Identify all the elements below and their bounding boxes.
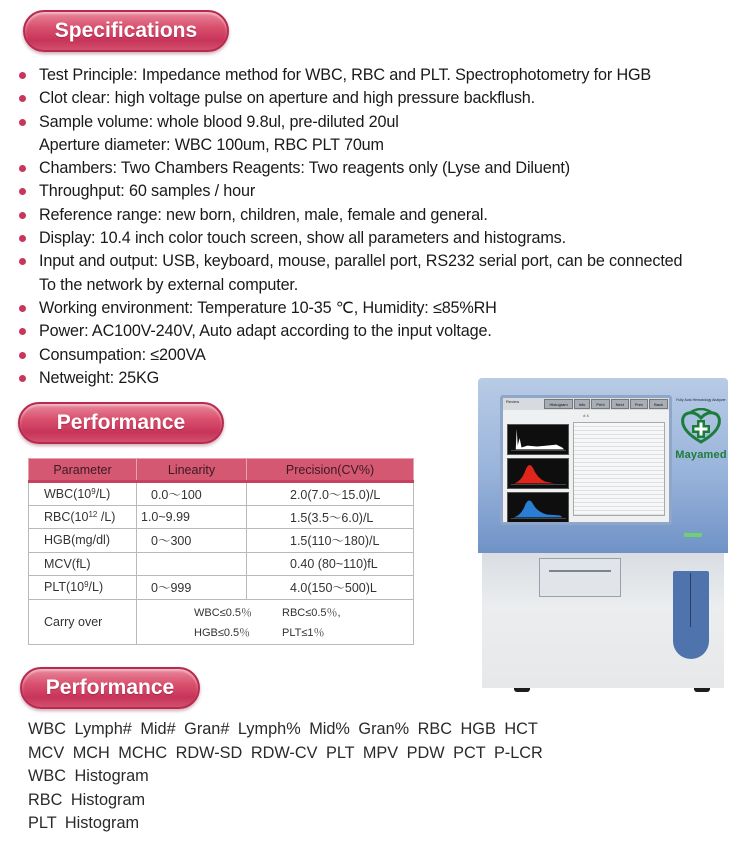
bullet-icon <box>19 235 26 242</box>
specifications-list <box>16 64 736 390</box>
hematology-analyzer-image <box>478 378 728 694</box>
screen-button-prev: Prev <box>630 399 648 409</box>
device-screen <box>503 398 669 522</box>
histogram-item: RBC Histogram <box>28 790 146 809</box>
table-row <box>29 505 414 529</box>
carry-over-label: Carry over <box>29 599 137 644</box>
parameters-line: MCV MCH MCHC RDW-SD RDW-CV PLT MPV PDW PCT P-LCR <box>28 743 543 762</box>
bullet-icon <box>19 258 26 265</box>
brand-name: Mayamed <box>675 449 727 461</box>
brand-subtitle: Fully Auto Hematology Analyzer <box>676 398 726 402</box>
wbc-histogram-icon <box>508 425 568 454</box>
sample-probe <box>690 573 691 627</box>
spec-item: Sample volume: whole blood 9.8ul, pre-diluted 20ul Aperture diameter: WBC 100um, RBC PLT 70um <box>16 111 736 158</box>
performance-parameters-heading: Performance <box>20 667 200 709</box>
histogram-item: WBC Histogram <box>28 767 149 785</box>
spec-item: Throughput: 60 samples / hour <box>16 180 736 203</box>
bullet-icon <box>19 352 26 359</box>
linearity-cell: 0.0～100 <box>137 482 247 506</box>
screen-button-next: Next <box>611 399 629 409</box>
bullet-icon <box>19 165 26 172</box>
device-foot <box>514 688 530 692</box>
carry-over-row <box>29 599 414 644</box>
linearity-cell <box>137 552 247 576</box>
bullet-icon <box>19 188 26 195</box>
bullet-icon <box>19 119 26 126</box>
precision-cell: 2.0(7.0～15.0)/L <box>247 482 414 506</box>
screen-button-info: Info <box>574 399 591 409</box>
printer-slot <box>549 570 611 572</box>
precision-cell: 0.40 (80~110)fL <box>247 552 414 576</box>
table-row <box>29 552 414 576</box>
spec-item: Netweight: 25KG <box>16 367 736 390</box>
spec-item: Chambers: Two Chambers Reagents: Two reagents only (Lyse and Diluent) <box>16 157 736 180</box>
device-upper-panel <box>478 378 728 553</box>
bullet-icon <box>19 375 26 382</box>
screen-button-histogram: Histogram <box>544 399 572 409</box>
rbc-histogram-icon <box>508 459 568 488</box>
parameter-cell: $WBC(10^9/L)$ <box>29 482 137 506</box>
spec-item: Working environment: Temperature 10-35 ℃, Humidity: ≤85%RH <box>16 297 736 320</box>
performance-table <box>28 458 414 645</box>
linearity-cell: 0～999 <box>137 576 247 600</box>
table-header-row <box>29 459 414 482</box>
parameter-cell: $RBC(10^{12}$ /L) <box>29 505 137 529</box>
parameters-line: WBC Lymph# Mid# Gran# Lymph% Mid% Gran% RBC HGB HCT <box>28 720 538 738</box>
table-row <box>29 576 414 600</box>
spec-item: Consumpation: ≤200VA <box>16 344 736 367</box>
bullet-icon <box>19 328 26 335</box>
table-row <box>29 529 414 553</box>
plt-histogram-icon <box>508 493 568 522</box>
screen-subtitle: # 4 <box>583 413 589 418</box>
spec-item: Clot clear: high voltage pulse on aperture and high pressure backflush. <box>16 87 736 110</box>
sample-probe-area <box>673 571 709 659</box>
device-lower-body <box>482 553 724 688</box>
precision-cell: 4.0(150～500)L <box>247 576 414 600</box>
linearity-cell: 0～300 <box>137 529 247 553</box>
parameter-cell: $PLT(10^9/L)$ <box>29 576 137 600</box>
power-indicator-light <box>684 533 702 537</box>
spec-continuation: Aperture diameter: WBC 100um, RBC PLT 70um <box>39 135 384 154</box>
device-branding <box>674 398 728 461</box>
histogram-item: PLT Histogram <box>28 814 140 832</box>
table-row <box>29 482 414 506</box>
screen-title: Review <box>506 399 520 404</box>
printer-cover <box>539 558 621 597</box>
parameter-cell: HGB(mg/dl) <box>29 529 137 553</box>
column-header-parameter: Parameter <box>29 459 137 482</box>
rbc-histogram-thumbnail <box>507 458 569 489</box>
device-foot <box>694 688 710 692</box>
performance-heading: Performance <box>18 402 224 444</box>
bullet-icon <box>19 212 26 219</box>
bullet-icon <box>19 95 26 102</box>
spec-item: Reference range: new born, children, male, female and general. <box>16 204 736 227</box>
spec-continuation: To the network by external computer. <box>39 275 299 294</box>
bullet-icon <box>19 72 26 79</box>
spec-item: Power: AC100V-240V, Auto adapt according to the input voltage. <box>16 320 736 343</box>
screen-button-back: Back <box>649 399 668 409</box>
carry-over-values: WBC≤0.5％ RBC≤0.5％, HGB≤0.5％ PLT≤1％ <box>137 599 414 644</box>
parameter-cell: MCV(fL) <box>29 552 137 576</box>
specifications-heading: Specifications <box>23 10 229 52</box>
device-screen-bezel <box>500 395 672 525</box>
plt-histogram-thumbnail <box>507 492 569 522</box>
column-header-linearity: Linearity <box>137 459 247 482</box>
precision-cell: 1.5(3.5～6.0)/L <box>247 505 414 529</box>
spec-item: Display: 10.4 inch color touch screen, show all parameters and histograms. <box>16 227 736 250</box>
screen-button-print: Print <box>591 399 609 409</box>
mayamed-logo-icon <box>679 408 723 444</box>
screen-results-table <box>573 422 665 516</box>
bullet-icon <box>19 305 26 312</box>
column-header-precision: Precision(CV%) <box>247 459 414 482</box>
spec-item: Input and output: USB, keyboard, mouse, parallel port, RS232 serial port, can be connected To the network by external computer. <box>16 250 736 297</box>
parameters-list <box>28 718 543 836</box>
screen-toolbar <box>503 398 669 410</box>
linearity-cell: 1.0~9.99 <box>137 505 247 529</box>
precision-cell: 1.5(110～180)/L <box>247 529 414 553</box>
spec-item: Test Principle: Impedance method for WBC, RBC and PLT. Spectrophotometry for HGB <box>16 64 736 87</box>
wbc-histogram-thumbnail <box>507 424 569 455</box>
